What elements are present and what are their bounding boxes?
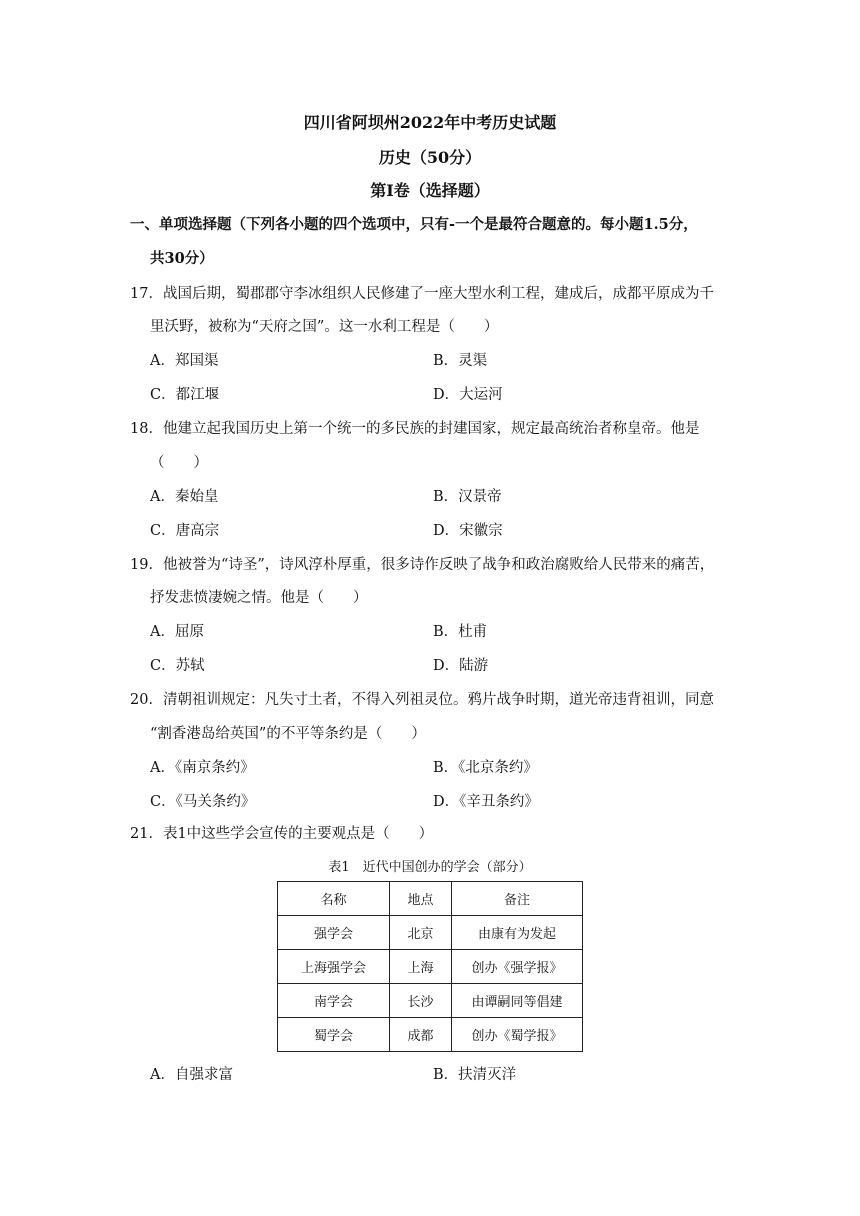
option-a: A．自强求富 [150, 1067, 233, 1083]
option-a: A．屈原 [150, 624, 204, 640]
table-cell: 创办《强学报》 [452, 950, 583, 984]
option-c: C．都江堰 [150, 387, 220, 403]
question-stem-line: 18．他建立起我国历史上第一个统一的多民族的封建国家，规定最高统治者称皇帝。他是 [130, 421, 700, 437]
option-a: A．《南京条约》 [150, 760, 255, 776]
option-b: B．扶清灭洋 [433, 1067, 517, 1083]
question-stem-line: （ ） [150, 455, 208, 471]
question-stem-line: 20．清朝祖训规定：凡失寸土者，不得入列祖灵位。鸦片战争时期，道光帝违背祖训，同意 [130, 692, 714, 708]
section-heading-line2: 共30分） [150, 250, 214, 267]
table-cell: 南学会 [278, 984, 390, 1018]
table-cell: 强学会 [278, 916, 390, 950]
question-stem-line: 19．他被誉为“诗圣”，诗风淳朴厚重，很多诗作反映了战争和政治腐败给人民带来的痛苦， [130, 557, 715, 573]
table-cell: 上海强学会 [278, 950, 390, 984]
option-b: B．汉景帝 [433, 489, 502, 505]
table-cell: 长沙 [390, 984, 452, 1018]
societies-table [277, 881, 583, 1052]
question-stem-line: 抒发悲愤凄婉之情。他是（ ） [150, 590, 368, 606]
section-heading-line1: 一、单项选择题（下列各小题的四个选项中，只有-一个是最符合题意的。每小题1.5分， [130, 216, 698, 233]
table-cell: 创办《蜀学报》 [452, 1018, 583, 1052]
question-stem-line: 21．表1中这些学会宣传的主要观点是（ ） [130, 826, 434, 842]
question-stem-line: 17．战国后期，蜀郡郡守李冰组织人民修建了一座大型水利工程，建成后，成都平原成为千 [130, 286, 714, 302]
option-a: A．郑国渠 [150, 353, 219, 369]
table-cell: 北京 [390, 916, 452, 950]
table-header-cell: 地点 [390, 882, 452, 916]
table-caption: 表1 近代中国创办的学会（部分） [328, 860, 532, 875]
exam-subtitle: 历史（50分） [378, 148, 482, 167]
volume-heading: 第I卷（选择题） [370, 181, 490, 200]
table-cell: 成都 [390, 1018, 452, 1052]
option-b: B．《北京条约》 [433, 760, 538, 776]
option-d: D．宋徽宗 [433, 523, 503, 539]
option-c: C．《马关条约》 [150, 794, 256, 810]
question-stem-line: “割香港岛给英国”的不平等条约是（ ） [150, 726, 426, 742]
option-d: D．陆游 [433, 658, 489, 674]
exam-title: 四川省阿坝州2022年中考历史试题 [303, 113, 557, 132]
table-row [278, 950, 583, 984]
table-row [278, 984, 583, 1018]
table-header-cell: 名称 [278, 882, 390, 916]
table-row [278, 916, 583, 950]
table-cell: 上海 [390, 950, 452, 984]
table-row [278, 1018, 583, 1052]
table-cell: 由康有为发起 [452, 916, 583, 950]
table-header-row [278, 882, 583, 916]
option-b: B．灵渠 [433, 353, 488, 369]
option-c: C．唐高宗 [150, 523, 220, 539]
table-cell: 由谭嗣同等倡建 [452, 984, 583, 1018]
table-header-cell: 备注 [452, 882, 583, 916]
option-d: D．《辛丑条约》 [433, 794, 539, 810]
option-a: A．秦始皇 [150, 489, 219, 505]
option-d: D．大运河 [433, 387, 503, 403]
option-c: C．苏轼 [150, 658, 205, 674]
option-b: B．杜甫 [433, 624, 488, 640]
question-stem-line: 里沃野，被称为“天府之国”。这一水利工程是（ ） [150, 319, 499, 335]
table-cell: 蜀学会 [278, 1018, 390, 1052]
